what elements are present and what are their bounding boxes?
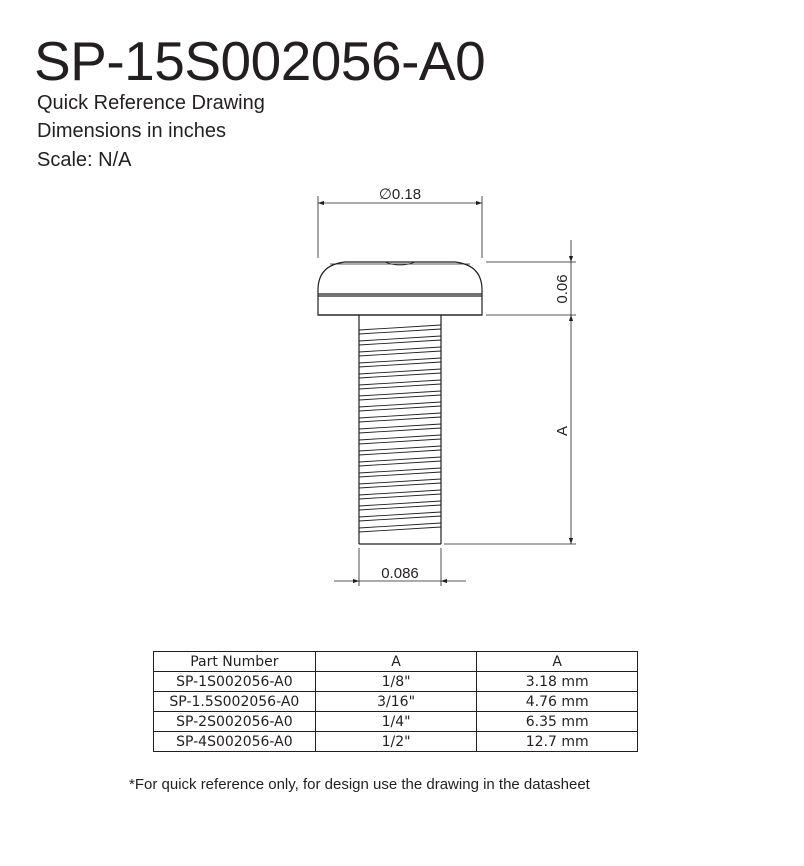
screw-head	[318, 262, 482, 315]
thread-diameter-label: 0.086	[381, 565, 419, 582]
dimension-lines	[318, 196, 576, 586]
thread-line	[359, 413, 441, 422]
table-row	[154, 732, 638, 752]
column-header-a-inches: A	[315, 652, 477, 672]
length-mm-cell: 12.7 mm	[477, 732, 638, 752]
thread-line	[359, 446, 441, 455]
part-number-cell: SP-1S002056-A0	[154, 672, 316, 692]
table-row	[154, 672, 638, 692]
part-number-cell: SP-1.5S002056-A0	[154, 692, 316, 712]
thread-line	[359, 391, 441, 400]
length-label: A	[554, 425, 571, 437]
subtitle-units: Dimensions in inches	[37, 120, 226, 142]
column-header-part-number: Part Number	[154, 652, 316, 672]
thread-line	[359, 380, 441, 389]
thread-line	[359, 325, 441, 334]
thread-line	[359, 479, 441, 488]
thread-line	[359, 336, 441, 345]
head-diameter-label: ∅0.18	[378, 186, 422, 203]
thread-line	[359, 402, 441, 411]
part-number-cell: SP-4S002056-A0	[154, 732, 316, 752]
subtitle-drawing-type: Quick Reference Drawing	[37, 92, 265, 114]
thread-line	[359, 490, 441, 499]
thread-line	[359, 424, 441, 433]
part-number-cell: SP-2S002056-A0	[154, 712, 316, 732]
thread-line	[359, 347, 441, 356]
thread-line	[359, 501, 441, 510]
length-inch-cell: 1/8"	[315, 672, 477, 692]
thread-line	[359, 523, 441, 532]
page-title: SP-15S002056-A0	[34, 30, 486, 92]
length-mm-cell: 4.76 mm	[477, 692, 638, 712]
table-header-row	[154, 652, 638, 672]
table-row	[154, 712, 638, 732]
subtitle-scale: Scale: N/A	[37, 149, 132, 171]
table-row	[154, 692, 638, 712]
head-height-label: 0.06	[554, 274, 571, 304]
length-inch-cell: 1/4"	[315, 712, 477, 732]
thread-line	[359, 358, 441, 367]
thread-line	[359, 512, 441, 521]
footnote: *For quick reference only, for design use the drawing in the datasheet	[129, 776, 590, 793]
part-dimension-table	[153, 651, 638, 752]
length-inch-cell: 1/2"	[315, 732, 477, 752]
screw-outline	[318, 262, 482, 544]
column-header-a-mm: A	[477, 652, 638, 672]
length-mm-cell: 3.18 mm	[477, 672, 638, 692]
thread-line	[359, 457, 441, 466]
length-inch-cell: 3/16"	[315, 692, 477, 712]
thread-line	[359, 435, 441, 444]
thread-line	[359, 468, 441, 477]
thread-line	[359, 369, 441, 378]
length-mm-cell: 6.35 mm	[477, 712, 638, 732]
thread-lines	[359, 325, 441, 532]
